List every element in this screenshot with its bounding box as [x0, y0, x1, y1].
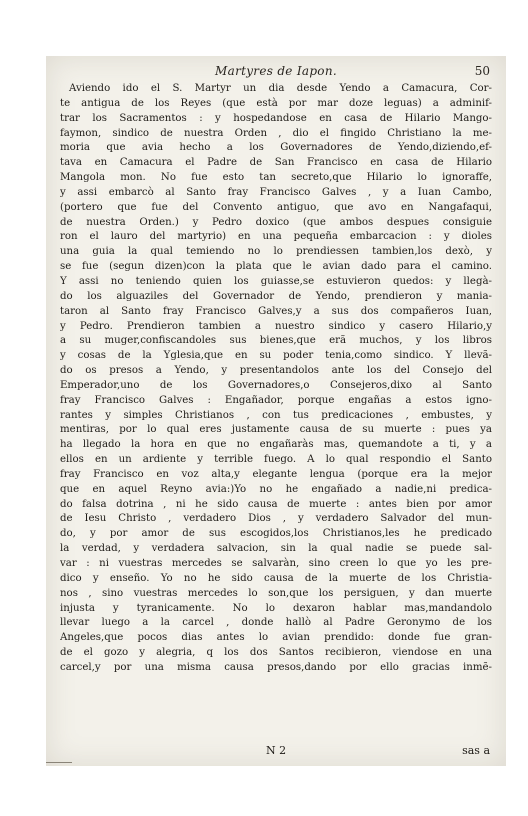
text-line: a su muger,confiscandoles sus bienes,que erã muchos, y los libros [60, 335, 492, 347]
book-page [46, 56, 506, 766]
text-line: taron al Santo fray Francisco Galves,y a sus dos compañeros Iuan, [60, 305, 492, 317]
text-line: se fue (segun dizen)con la plata que le avian dado para el camino. [60, 261, 492, 273]
running-head [46, 64, 506, 82]
text-line: faymon, sindico de nuestra Orden , dio el fingido Christiano la me- [60, 127, 492, 139]
page-footer [46, 744, 506, 760]
text-line: do falsa dotrina , ni he sido causa de muerte : antes bien por amor [60, 498, 492, 510]
text-line: y Pedro. Prendieron tambien a nuestro sindico y casero Hilario,y [60, 320, 492, 332]
text-line: ha llegado la hora en que no engañaràs mas, quemandote a ti, y a [60, 439, 492, 451]
text-line: do, y por amor de sus escogidos,los Christianos,les he predicado [60, 528, 492, 540]
text-line: y assi embarcò al Santo fray Francisco Galves , y a Iuan Cambo, [60, 186, 492, 198]
text-line: nos , sino vuestras mercedes lo son,que los persiguen, y dan muerte [60, 587, 492, 599]
text-line: Mangola mon. No fue esto tan secreto,que Hilario lo ignoraffe, [60, 172, 492, 184]
text-line: (portero que fue del Convento antiguo, que avo en Nangafaqui, [60, 201, 492, 213]
text-line: mentiras, por lo qual eres justamente causa de su muerte : pues ya [60, 424, 492, 436]
catchword: sas a [462, 744, 490, 757]
text-line: de nuestra Orden.) y Pedro doxico (que ambos despues consiguie [60, 216, 492, 228]
text-line: la verdad, y verdadera salvacion, sin la qual nadie se puede sal- [60, 543, 492, 555]
text-line: do los alguaziles del Governador de Yendo, prendieron y mania- [60, 290, 492, 302]
running-title: Martyres de Iapon. [215, 64, 337, 78]
text-line: rantes y simples Christianos , con tus predicaciones , embustes, y [60, 409, 492, 421]
text-line: llevar luego a la carcel , donde hallò al Padre Geronymo de los [60, 617, 492, 629]
text-line: fray Francisco en voz alta,y elegante lengua (porque era la mejor [60, 468, 492, 480]
text-line: injusta y tyranicamente. No lo dexaron hablar mas,mandandolo [60, 602, 492, 614]
text-line: Emperador,uno de los Governadores,o Consejeros,dixo al Santo [60, 379, 492, 391]
text-line: Aviendo ido el S. Martyr un dia desde Yendo a Camacura, Cor- [69, 83, 492, 94]
text-line: tava en Camacura el Padre de San Francisco en casa de Hilario [60, 157, 492, 169]
text-line: ron el lauro del martyrio) en una pequeña embarcacion : y dioles [60, 231, 492, 243]
text-line: var : ni vuestras mercedes se salvaràn, sino creen lo que yo les pre- [60, 558, 492, 569]
edge-rule [46, 762, 72, 763]
text-line: Angeles,que pocos dias antes lo avian prendido: donde fue gran- [60, 632, 492, 644]
text-line: que en aquel Reyno avia:)Yo no he engañado a nadie,ni predica- [60, 483, 492, 495]
text-line: Y assi no teniendo quien los guiasse,se estuvieron quedos: y llegà- [60, 275, 492, 287]
text-line: fray Francisco Galves : Engañador, porque engañas a estos igno- [60, 394, 492, 406]
text-line: do os presos a Yendo, y presentandolos ante los del Consejo del [60, 365, 492, 377]
text-line: dico y enseño. Yo no he sido causa de la muerte de los Christia- [60, 572, 492, 584]
page-number: 50 [474, 64, 490, 78]
text-line: de Iesu Christo , verdadero Dios , y verdadero Salvador del mun- [60, 513, 492, 525]
body-text [60, 82, 492, 676]
text-line: te antigua de los Reyes (que està por mar doze leguas) a adminif- [60, 97, 492, 109]
text-line: moria que avia hecho a los Governadores de Yendo,diziendo,ef- [60, 142, 492, 154]
text-line: una guia la qual temiendo no lo prendiessen tambien,los dexò, y [60, 246, 492, 258]
text-line: carcel,y por una misma causa presos,dando por ello gracias inmẽ- [60, 661, 492, 673]
text-line: y cosas de la Yglesia,que en su poder tenia,como sindico. Y llevã- [60, 350, 492, 362]
text-line: ellos en un ardiente y terrible fuego. A lo qual respondio el Santo [60, 454, 492, 466]
text-line: trar los Sacramentos : y hospedandose en casa de Hilario Mango- [60, 112, 492, 124]
signature-mark: N 2 [266, 744, 287, 757]
text-line: de el gozo y alegria, q los dos Santos recibieron, viendose en una [60, 647, 492, 659]
